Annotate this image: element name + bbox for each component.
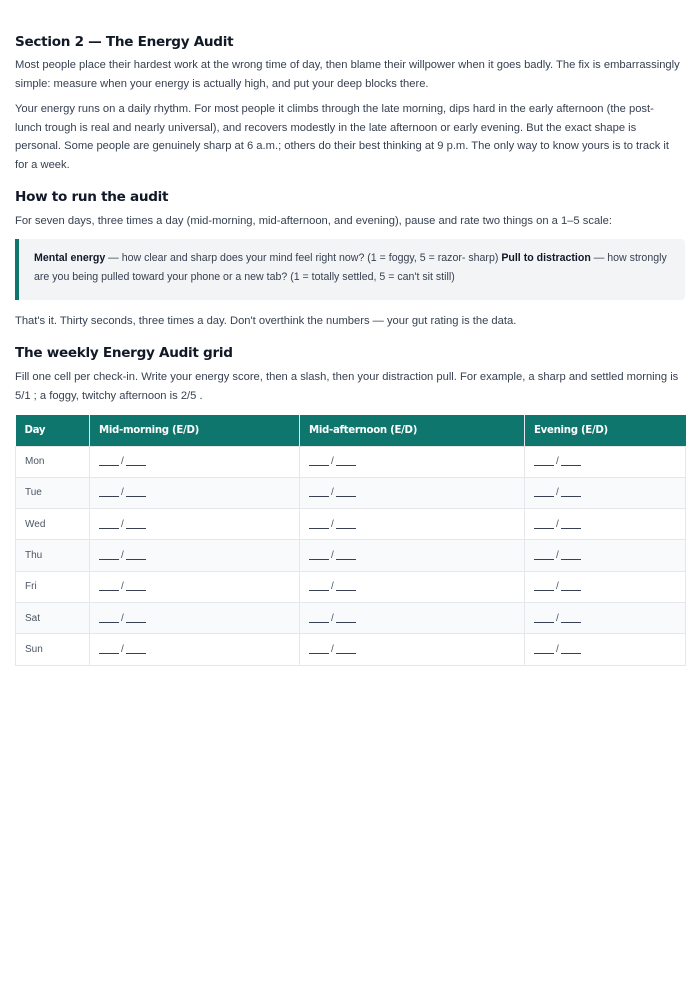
energy-distraction-blank [309, 581, 356, 592]
distraction-blank-line [336, 559, 356, 560]
mid-morning-entry-cell[interactable] [90, 509, 300, 540]
table-row [16, 446, 686, 477]
slash-separator: / [121, 456, 124, 468]
distraction-blank-line [561, 528, 581, 529]
slash-separator: / [331, 612, 334, 624]
energy-blank-line [534, 559, 554, 560]
distraction-blank-line [561, 622, 581, 623]
table-row [16, 571, 686, 602]
energy-blank-line [99, 528, 119, 529]
audit-heading: How to run the audit [15, 189, 169, 205]
table-row [16, 477, 686, 508]
slash-separator: / [556, 550, 559, 562]
energy-blank-line [99, 559, 119, 560]
header-evening: Evening (E/D) [525, 415, 686, 446]
energy-blank-line [309, 590, 329, 591]
evening-entry-cell[interactable] [525, 602, 686, 633]
distraction-blank-line [561, 653, 581, 654]
slash-separator: / [331, 550, 334, 562]
slash-separator: / [331, 518, 334, 530]
mid-afternoon-entry-cell[interactable] [300, 509, 525, 540]
evening-entry-cell[interactable] [525, 509, 686, 540]
slash-separator: / [556, 487, 559, 499]
day-cell: Wed [16, 509, 90, 540]
slash-separator: / [121, 518, 124, 530]
energy-audit-table [15, 415, 686, 666]
energy-distraction-blank [309, 550, 356, 561]
energy-distraction-blank [534, 613, 581, 624]
energy-blank-line [309, 496, 329, 497]
energy-distraction-blank [534, 456, 581, 467]
slash-separator: / [121, 612, 124, 624]
audit-paragraph: For seven days, three times a day (mid-morning, mid-afternoon, and evening), pause and rate two things on a 1–5 scale: [15, 215, 612, 227]
energy-distraction-blank [534, 581, 581, 592]
mid-morning-entry-cell[interactable] [90, 540, 300, 571]
energy-distraction-blank [99, 581, 146, 592]
day-cell: Tue [16, 477, 90, 508]
energy-blank-line [534, 653, 554, 654]
mid-afternoon-entry-cell[interactable] [300, 602, 525, 633]
mid-morning-entry-cell[interactable] [90, 602, 300, 633]
slash-separator: / [121, 581, 124, 593]
energy-distraction-blank [309, 487, 356, 498]
slash-separator: / [556, 456, 559, 468]
slash-separator: / [556, 518, 559, 530]
slash-separator: / [121, 643, 124, 655]
table-body [16, 446, 686, 665]
energy-distraction-blank [309, 519, 356, 530]
mid-afternoon-entry-cell[interactable] [300, 446, 525, 477]
distraction-label: Pull to distraction [501, 252, 591, 264]
distraction-blank-line [561, 465, 581, 466]
slash-separator: / [331, 487, 334, 499]
section-title: Section 2 — The Energy Audit [15, 34, 234, 50]
intro-paragraph: Most people place their hardest work at the wrong time of day, then blame their willpower when it goes badly. The fix is embarrassingly simple: measure when your energy is actually high, and put your deep blocks there. [15, 59, 680, 90]
energy-blank-line [309, 653, 329, 654]
mid-afternoon-entry-cell[interactable] [300, 634, 525, 665]
energy-distraction-blank [309, 613, 356, 624]
energy-distraction-blank [534, 487, 581, 498]
energy-distraction-blank [309, 456, 356, 467]
evening-entry-cell[interactable] [525, 540, 686, 571]
energy-blank-line [534, 528, 554, 529]
mental-energy-text: — how clear and sharp does your mind feel right now? (1 = foggy, 5 = razor- sharp) [105, 252, 502, 264]
energy-blank-line [534, 622, 554, 623]
header-mid-afternoon: Mid-afternoon (E/D) [300, 415, 525, 446]
evening-entry-cell[interactable] [525, 477, 686, 508]
header-mid-morning: Mid-morning (E/D) [90, 415, 300, 446]
distraction-blank-line [126, 559, 146, 560]
day-cell: Mon [16, 446, 90, 477]
distraction-blank-line [126, 653, 146, 654]
table-row [16, 540, 686, 571]
day-cell: Sat [16, 602, 90, 633]
energy-blank-line [99, 653, 119, 654]
distraction-blank-line [561, 559, 581, 560]
energy-distraction-blank [99, 613, 146, 624]
distraction-blank-line [336, 653, 356, 654]
distraction-blank-line [561, 496, 581, 497]
slash-separator: / [331, 456, 334, 468]
distraction-blank-line [336, 590, 356, 591]
distraction-blank-line [561, 590, 581, 591]
slash-separator: / [331, 643, 334, 655]
table-header-row [16, 415, 686, 446]
energy-blank-line [534, 496, 554, 497]
table-row [16, 602, 686, 633]
grid-paragraph: Fill one cell per check-in. Write your energy score, then a slash, then your distraction pull. For example, a sharp and settled morning is 5/1 ; a foggy, twitchy afternoon is 2/5 . [15, 371, 679, 402]
distraction-blank-line [336, 622, 356, 623]
outro-paragraph: That's it. Thirty seconds, three times a day. Don't overthink the numbers — your gut rating is the data. [15, 315, 517, 327]
mid-afternoon-entry-cell[interactable] [300, 540, 525, 571]
energy-blank-line [309, 559, 329, 560]
energy-distraction-blank [534, 550, 581, 561]
slash-separator: / [556, 643, 559, 655]
table-row [16, 634, 686, 665]
mental-energy-label: Mental energy [34, 252, 106, 264]
header-day: Day [16, 415, 90, 446]
energy-blank-line [309, 465, 329, 466]
energy-blank-line [99, 496, 119, 497]
distraction-blank-line [126, 622, 146, 623]
rhythm-paragraph: Your energy runs on a daily rhythm. For most people it climbs through the late morning, dips hard in the early afternoon (the post-lunch trough is real and nearly universal), and recovers modestly in the late afternoon or early evening. But the exact shape is personal. Some people are genuinely sharp at 6 a.m.; others do their best thinking at 9 p.m. The only way to know yours is to track it for a week. [15, 103, 669, 171]
slash-separator: / [556, 581, 559, 593]
distraction-blank-line [336, 528, 356, 529]
evening-entry-cell[interactable] [525, 634, 686, 665]
energy-blank-line [534, 590, 554, 591]
mid-morning-entry-cell[interactable] [90, 634, 300, 665]
energy-blank-line [309, 528, 329, 529]
energy-distraction-blank [309, 644, 356, 655]
distraction-text: — how strongly are you being pulled toward your phone or a new tab? (1 = totally settled, 5 = can't sit still) [34, 252, 667, 283]
energy-blank-line [99, 590, 119, 591]
slash-separator: / [331, 581, 334, 593]
mid-afternoon-entry-cell[interactable] [300, 571, 525, 602]
energy-distraction-blank [99, 487, 146, 498]
energy-distraction-blank [534, 644, 581, 655]
distraction-blank-line [126, 496, 146, 497]
evening-entry-cell[interactable] [525, 446, 686, 477]
energy-blank-line [99, 622, 119, 623]
energy-distraction-blank [99, 550, 146, 561]
distraction-blank-line [126, 528, 146, 529]
distraction-blank-line [336, 465, 356, 466]
energy-distraction-blank [534, 519, 581, 530]
table-row [16, 509, 686, 540]
energy-distraction-blank [99, 644, 146, 655]
energy-distraction-blank [99, 519, 146, 530]
mid-morning-entry-cell[interactable] [90, 446, 300, 477]
rating-callout [15, 239, 685, 300]
grid-heading: The weekly Energy Audit grid [15, 345, 233, 361]
day-cell: Thu [16, 540, 90, 571]
distraction-blank-line [126, 590, 146, 591]
day-cell: Sun [16, 634, 90, 665]
energy-blank-line [309, 622, 329, 623]
distraction-blank-line [336, 496, 356, 497]
energy-blank-line [99, 465, 119, 466]
slash-separator: / [121, 487, 124, 499]
mid-afternoon-entry-cell[interactable] [300, 477, 525, 508]
mid-morning-entry-cell[interactable] [90, 571, 300, 602]
slash-separator: / [556, 612, 559, 624]
energy-distraction-blank [99, 456, 146, 467]
day-cell: Fri [16, 571, 90, 602]
mid-morning-entry-cell[interactable] [90, 477, 300, 508]
slash-separator: / [121, 550, 124, 562]
energy-blank-line [534, 465, 554, 466]
evening-entry-cell[interactable] [525, 571, 686, 602]
distraction-blank-line [126, 465, 146, 466]
